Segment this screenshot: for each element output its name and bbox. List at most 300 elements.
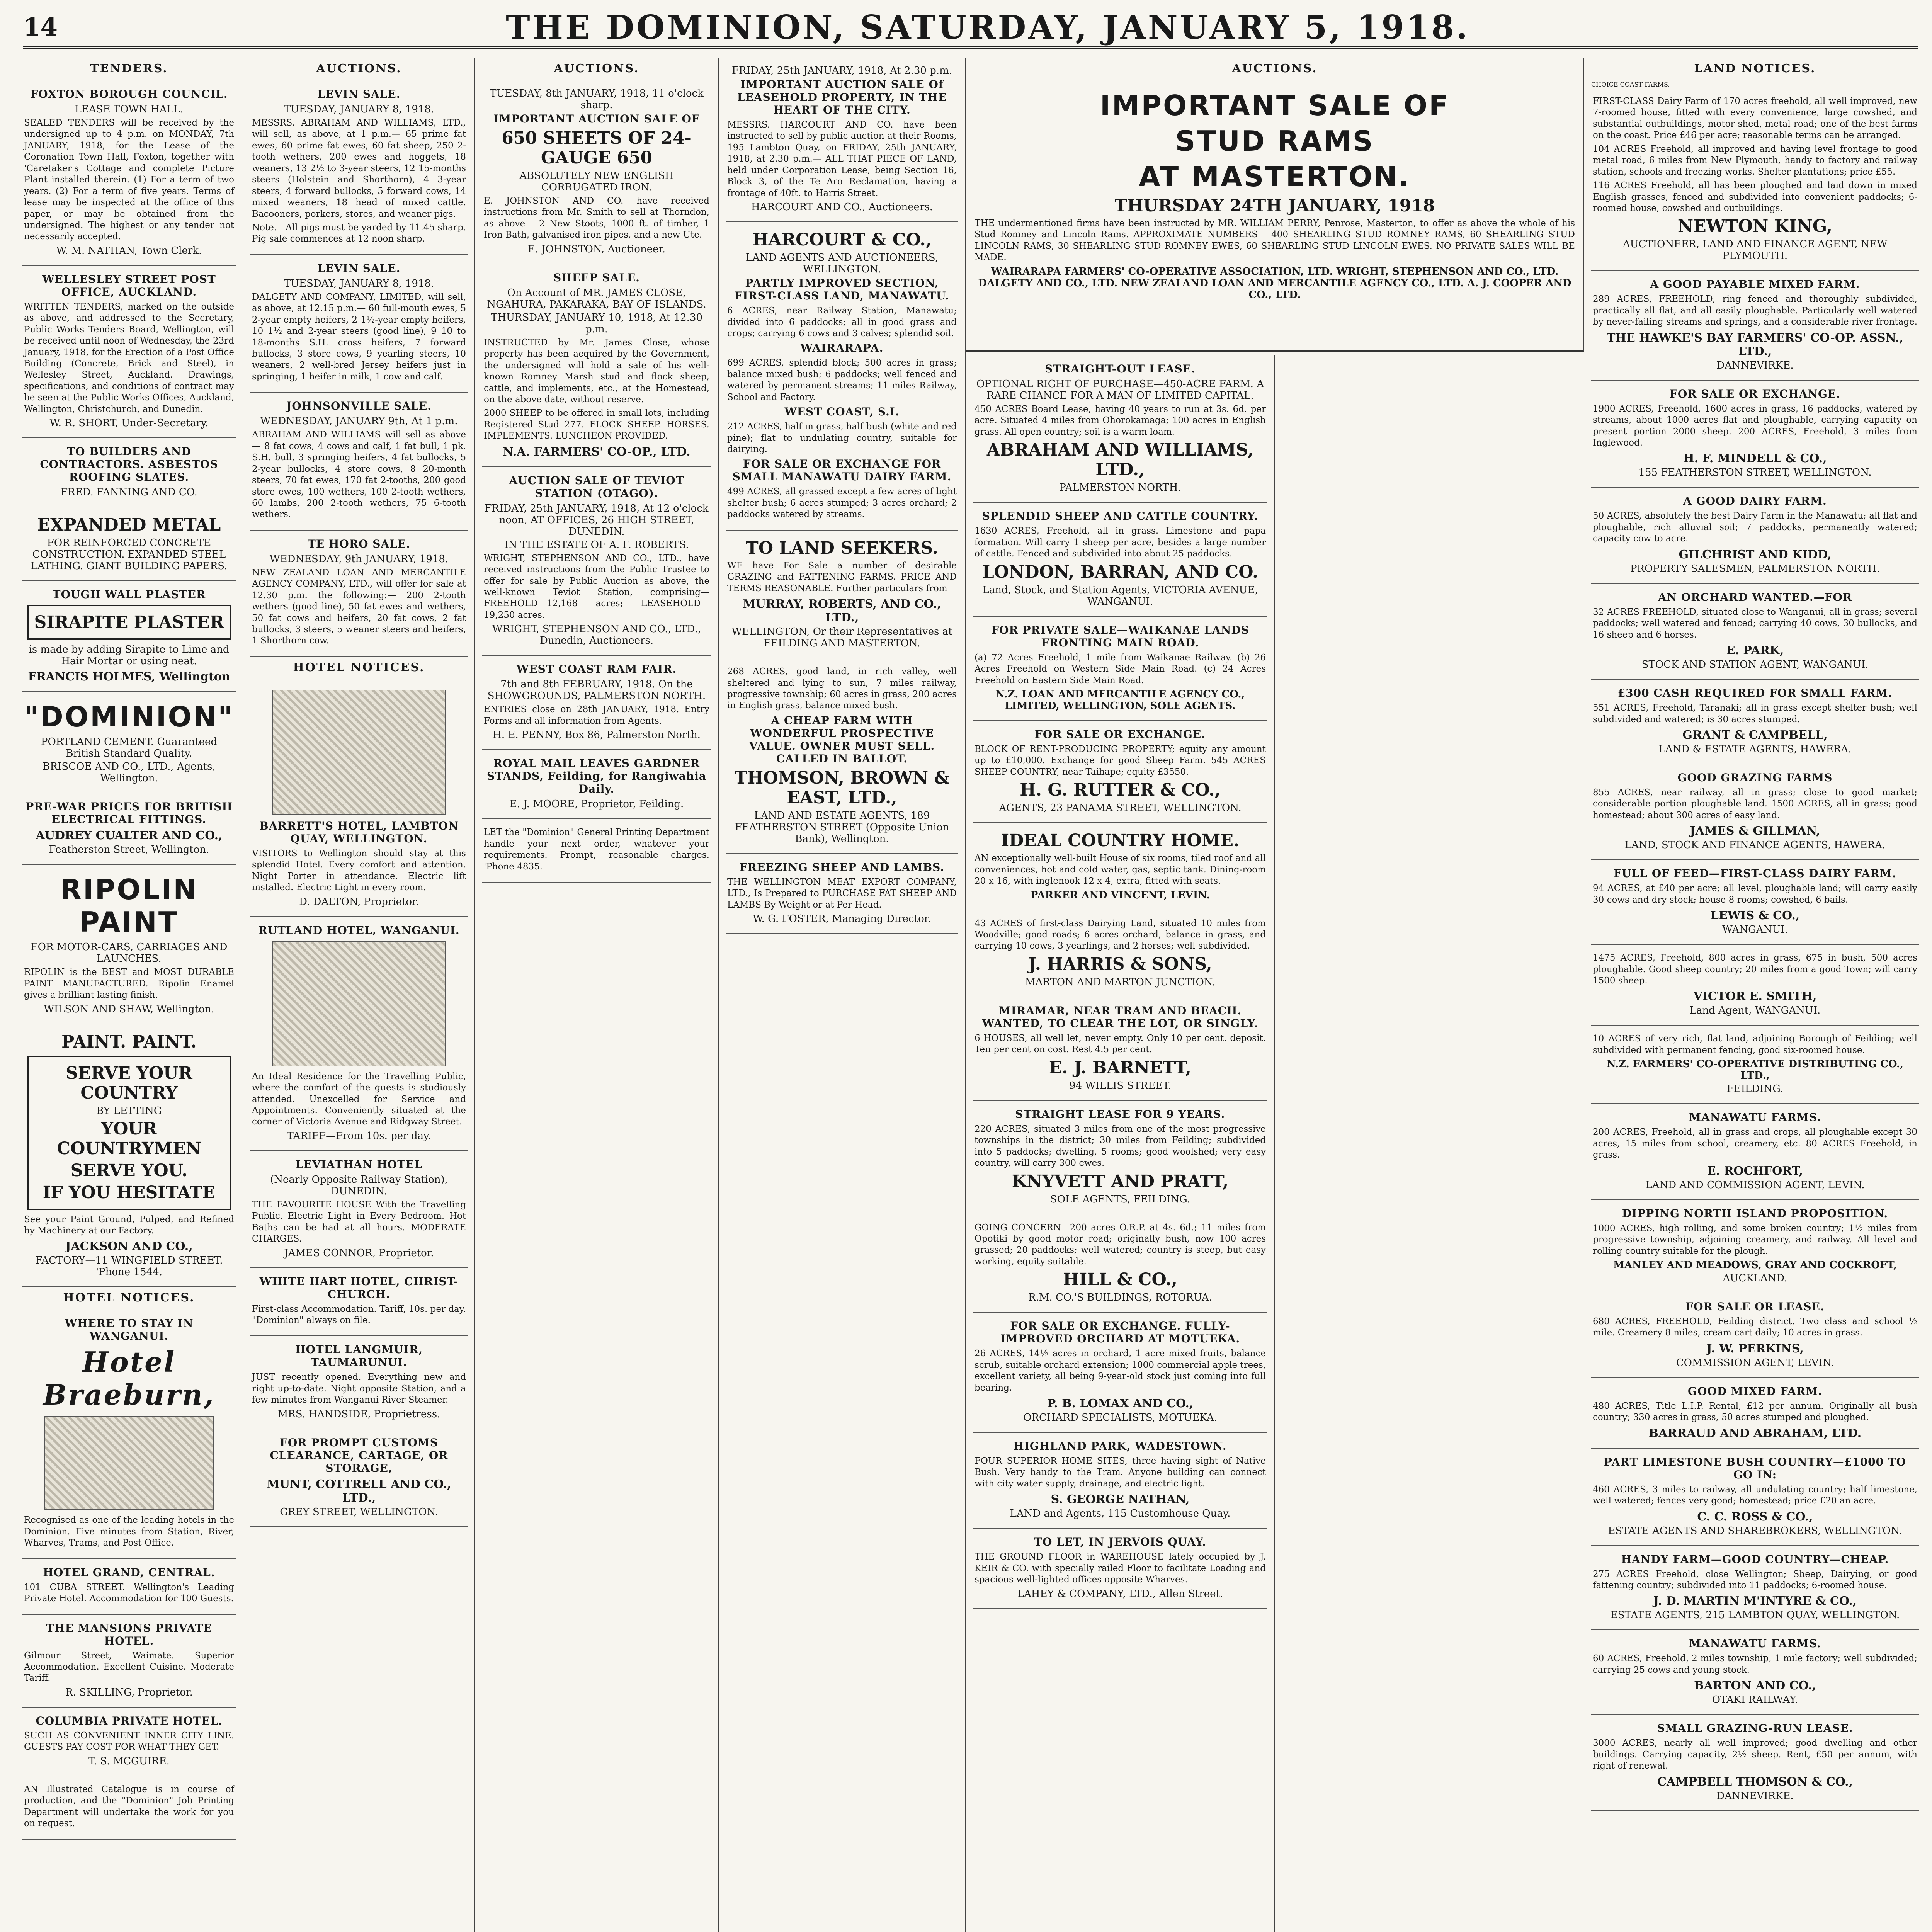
- ad-firm: VICTOR E. SMITH,: [1693, 990, 1817, 1003]
- ad-firm: BARTON AND CO.,: [1694, 1679, 1816, 1693]
- ad-headline: IDEAL COUNTRY HOME.: [1001, 831, 1240, 851]
- ad-title: MIRAMAR, NEAR TRAM AND BEACH. WANTED, TO CLEAR THE LOT, OR SINGLY.: [982, 1004, 1259, 1030]
- ad-address: FACTORY—11 WINGFIELD STREET. 'Phone 1544.: [35, 1255, 223, 1278]
- section-heading: AUCTIONS.: [1232, 62, 1318, 75]
- ad-body: 450 ACRES Board Lease, having 40 years to run at 3s. 6d. per acre. Situated 4 miles from Ohorokamaga; 100 acres in English grass. All open country; soil is a warm loam.: [975, 404, 1266, 437]
- ad-subtitle: PORTLAND CEMENT. Guaranteed British Standard Quality.: [41, 736, 217, 760]
- ad-subtitle: FOR MOTOR-CARS, CARRIAGES AND LAUNCHES.: [31, 941, 228, 965]
- ad-body: MESSRS. HARCOURT AND CO. have been instructed to sell by public auction at their Rooms, 195 Lambton Quay, on FRIDAY, 25th JANUARY, 1918, at 2.30 p.m.— ALL THAT PIECE OF LAND, held under Corporation Lease, being Section 16, Block 3, of the Te Aro Reclamation, having a frontage of 40ft. to Harris Street.: [727, 120, 957, 198]
- advertisement: [973, 1101, 1267, 1214]
- ad-note: Note.—All pigs must be yarded by 11.45 sharp. Pig sale commences at 12 noon sharp.: [252, 222, 466, 244]
- ad-title: A GOOD DAIRY FARM.: [1683, 495, 1827, 508]
- ad-body: BLOCK OF RENT-PRODUCING PROPERTY; equity any amount up to £10,000. Exchange for good Sheep Farm. 545 ACRES SHEEP COUNTRY, near Taihape; equity £3550.: [975, 744, 1266, 777]
- ad-title: A CHEAP FARM WITH WONDERFUL PROSPECTIVE VALUE. OWNER MUST SELL. CALLED IN BALLOT.: [749, 714, 935, 765]
- ad-signature: MRS. HANDSIDE, Proprietress.: [277, 1408, 440, 1420]
- advertisement: [22, 1559, 236, 1615]
- ad-signature: FRED. FANNING AND CO.: [61, 486, 197, 498]
- advertisement: [482, 264, 711, 467]
- ad-firm: KNYVETT AND PRATT,: [1012, 1171, 1229, 1191]
- section-subheading: CHOICE COAST FARMS.: [1591, 81, 1670, 88]
- section-heading: HOTEL NOTICES.: [63, 1291, 195, 1305]
- advertisement: [973, 910, 1267, 997]
- advertisement: [22, 865, 236, 1024]
- ad-title: TO LET, IN JERVOIS QUAY.: [1034, 1536, 1206, 1549]
- advertisement: [1591, 381, 1919, 488]
- advertisement: [726, 531, 958, 658]
- ad-body: ENTRIES close on 28th JANUARY, 1918. Entry Forms and all information from Agents.: [484, 704, 709, 726]
- advertisement: [973, 721, 1267, 823]
- ad-date: 7th and 8th FEBRUARY, 1918. On the SHOWGROUNDS, PALMERSTON NORTH.: [487, 679, 706, 702]
- ad-title: FULL OF FEED—FIRST-CLASS DAIRY FARM.: [1614, 867, 1896, 880]
- ad-title: SMALL GRAZING-RUN LEASE.: [1657, 1722, 1853, 1735]
- ad-body: 1900 ACRES, Freehold, 1600 acres in grass, 16 paddocks, watered by streams, about 1000 acres flat and ploughable, carrying capacity on present portion 2000 sheep. 200 ACRES, Freehold, 3 miles from Inglewood.: [1593, 403, 1917, 448]
- ad-date: TUESDAY, JANUARY 8, 1918.: [284, 104, 434, 115]
- advertisement: [250, 1151, 468, 1268]
- ad-line: IF YOU HESITATE: [43, 1182, 216, 1202]
- ad-firm: N.A. FARMERS' CO-OP., LTD.: [503, 445, 690, 459]
- ad-address: R.M. CO.'S BUILDINGS, ROTORUA.: [1028, 1292, 1213, 1304]
- ad-address: FEILDING.: [1726, 1083, 1784, 1095]
- ad-signature: HARCOURT AND CO., Auctioneers.: [751, 201, 933, 213]
- ad-subtitle: is made by adding Sirapite to Lime and Hair Mortar or using neat.: [29, 644, 230, 667]
- ad-body: 212 ACRES, half in grass, half bush (white and red pine); flat to undulating country, suitable for dairying.: [727, 422, 957, 454]
- ad-body: 10 ACRES of very rich, flat land, adjoining Borough of Feilding; well subdivided with permanent fencing, good six-roomed house.: [1593, 1034, 1917, 1055]
- ad-firm: MURRAY, ROBERTS, AND CO., LTD.,: [743, 597, 941, 625]
- ad-list: 2000 SHEEP to be offered in small lots, including Registered Stud 277. FLOCK SHEEP. HORSES. IMPLEMENTS. LUNCHEON PROVIDED.: [484, 408, 709, 441]
- advertisement: [1591, 1200, 1919, 1293]
- ad-body: 1000 ACRES, high rolling, and some broken country; 1½ miles from progressive township, adjoining creamery, and railway. All level and rolling country suitable for the plough.: [1593, 1223, 1917, 1256]
- ad-title: FOR SALE OR EXCHANGE. FULLY-IMPROVED ORCHARD AT MOTUEKA.: [1000, 1320, 1240, 1345]
- ad-firm: WILSON AND SHAW, Wellington.: [44, 1003, 214, 1015]
- advertisement: [726, 854, 958, 934]
- ad-address: STOCK AND STATION AGENT, WANGANUI.: [1641, 659, 1869, 671]
- ad-signature: W. G. FOSTER, Managing Director.: [753, 913, 931, 925]
- ad-firm: J. W. PERKINS,: [1706, 1342, 1804, 1355]
- ad-body: WRIGHT, STEPHENSON AND CO., LTD., have received instructions from the Public Trustee to offer for sale by Public Auction as above, the well-known Teviot Station, comprising— FREEHOLD—12,168 acres; LEASEHOLD—19,250 acres.: [484, 553, 709, 620]
- ad-subtitle: WELLINGTON, Or their Representatives at FEILDING AND MASTERTON.: [731, 626, 952, 650]
- ad-firm: WAIRARAPA FARMERS' CO-OPERATIVE ASSOCIATION, LTD. WRIGHT, STEPHENSON AND CO., LTD. DALGETY AND CO., LTD. NEW ZEALAND LOAN AND MERCANTILE AGENCY CO., LTD. A. J. COOPER AND CO., LTD.: [978, 265, 1571, 301]
- ad-title: £300 CASH REQUIRED FOR SMALL FARM.: [1617, 687, 1893, 700]
- ad-body: FOUR SUPERIOR HOME SITES, three having sight of Native Bush. Very handy to the Tram. Anyone building can connect with city water supply, drainage, and electric light.: [975, 1456, 1266, 1489]
- ad-signature: E. J. MOORE, Proprietor, Feilding.: [509, 798, 684, 810]
- section-heading: TENDERS.: [90, 62, 168, 75]
- ad-headline: RIPOLIN PAINT: [60, 873, 198, 939]
- column-1: [15, 58, 243, 1932]
- ad-firm: LEWIS & CO.,: [1710, 909, 1800, 923]
- advertisement: [250, 1336, 468, 1429]
- ad-body: An Ideal Residence for the Travelling Public, where the comfort of the guests is studiously attended. Unexcelled for Service and Appointments. Conveniently situated at the corner of Victoria Avenue and Ridgway Street.: [252, 1071, 466, 1127]
- ad-subtitle: (Nearly Opposite Railway Station), DUNEDIN.: [270, 1173, 448, 1197]
- ad-title: THE MANSIONS PRIVATE HOTEL.: [46, 1621, 212, 1647]
- advertisement: [1591, 488, 1919, 583]
- ad-body: Recognised as one of the leading hotels in the Dominion. Five minutes from Station, River, Wharves, Trams, and Post Office.: [24, 1515, 234, 1548]
- ad-body: 104 ACRES Freehold, all improved and having level frontage to good metal road, 6 miles from New Plymouth, handy to factory and railway station, schools and freezing works. Shelter plantations; price £55.: [1593, 144, 1917, 177]
- advertisement: [1591, 1715, 1919, 1811]
- ad-firm: NEWTON KING,: [1677, 216, 1833, 236]
- ad-title: A GOOD PAYABLE MIXED FARM.: [1650, 278, 1860, 291]
- ad-body: RIPOLIN is the BEST and MOST DURABLE PAINT MANUFACTURED. Ripolin Enamel gives a brilliant lasting finish.: [24, 967, 234, 1000]
- ad-body: THE FAVOURITE HOUSE With the Travelling Public. Electric Light in Every Bedroom. Hot Baths can be had at all hours. MODERATE CHARGES.: [252, 1199, 466, 1244]
- advertisement: [482, 81, 711, 264]
- ad-firm: LONDON, BARRAN, AND CO.: [982, 562, 1259, 582]
- ad-body: 50 ACRES, absolutely the best Dairy Farm in the Manawatu; all flat and ploughable, rich alluvial soil; 7 paddocks, permanently watered; capacity cow to acre.: [1593, 511, 1917, 544]
- ad-firm: WRIGHT, STEPHENSON AND CO., LTD., Dunedin, Auctioneers.: [492, 623, 701, 647]
- ad-body: GOING CONCERN—200 acres O.R.P. at 4s. 6d.; 11 miles from Opotiki by good motor road; originally bush, now 100 acres grassed; 20 paddocks; well watered; country is steep, but easy working, equity suitable.: [975, 1222, 1266, 1267]
- ad-line: SERVE YOU.: [70, 1160, 188, 1180]
- ad-body: 1475 ACRES, Freehold, 800 acres in grass, 675 in bush, 500 acres ploughable. Good sheep country; 20 miles from a good Town; will carry 1500 sheep.: [1593, 953, 1917, 986]
- advertisement: [1591, 680, 1919, 764]
- ad-address: OTAKI RAILWAY.: [1712, 1694, 1798, 1706]
- ad-address: LAND, STOCK AND FINANCE AGENTS, HAWERA.: [1624, 839, 1886, 851]
- ad-body: WRITTEN TENDERS, marked on the outside as above, and addressed to the Secretary, Public Works Tenders Board, Wellington, will be received until noon of Wednesday, the 23rd January, 1918, for the Erection of a Post Office Building (Concrete, Brick and Steel), in Wellesley Street, Auckland. Drawings, specifications, and conditions of contract may be seen at the Public Works Offices, Auckland, Wellington, Christchurch, and Dunedin.: [24, 301, 234, 414]
- ad-body: 6 ACRES, near Railway Station, Manawatu; divided into 6 paddocks; all in good grass and crops; carrying 6 cows and 3 calves; splendid soil.: [727, 306, 957, 338]
- ad-date: FRIDAY, 25th JANUARY, 1918, At 2.30 p.m.: [731, 65, 952, 77]
- ad-address: LAND AND ESTATE AGENTS, 189 FEATHERSTON STREET (Opposite Union Bank), Wellington.: [735, 810, 949, 845]
- ad-firm: S. GEORGE NATHAN,: [1051, 1493, 1190, 1507]
- ad-body: 43 ACRES of first-class Dairying Land, situated 10 miles from Woodville; good roads; 6 acres orchard, balance in grass, and carrying 10 cows, 3 yearlings, and 2 horses; well subdivided.: [975, 918, 1266, 951]
- ad-firm: J. HARRIS & SONS,: [1028, 954, 1212, 974]
- column-5: [966, 58, 1584, 352]
- ad-signature: H. E. PENNY, Box 86, Palmerston North.: [493, 729, 701, 741]
- ad-body: JUST recently opened. Everything new and right up-to-date. Night opposite Station, and a few minutes from Wanganui River Steamer.: [252, 1372, 466, 1405]
- ad-address: Land, Stock, and Station Agents, VICTORIA AVENUE, WANGANUI.: [982, 584, 1258, 607]
- advertisement: [1591, 1026, 1919, 1104]
- ad-title: LEVIN SALE.: [317, 262, 401, 275]
- advertisement: [1591, 1630, 1919, 1715]
- ad-date: THURSDAY, JANUARY 10, 1918, At 12.30 p.m.: [490, 311, 703, 335]
- ad-body: (a) 72 Acres Freehold, 1 mile from Waikanae Railway. (b) 26 Acres Freehold on Western Side Main Road. (c) 24 Acres Freehold on Eastern Side Main Road.: [975, 652, 1266, 685]
- ad-headline: 650 SHEETS OF 24-GAUGE 650: [502, 128, 692, 168]
- ad-firm: ABRAHAM AND WILLIAMS, LTD.,: [986, 440, 1254, 480]
- advertisement: [973, 1529, 1267, 1609]
- ad-body: 499 ACRES, all grassed except a few acres of light shelter bush; 6 acres stumped; 3 acres orchard; 2 paddocks watered by streams.: [727, 486, 957, 520]
- ad-body: THE undermentioned firms have been instructed by MR. WILLIAM PERRY, Penrose, Masterton, to offer as above the whole of his Stud Romney and Lincoln Rams. APPROXIMATE NUMBERS— 400 SHEARLING STUD ROMNEY RAMS, 60 SHEARLING STUD LINCOLN RAMS, 30 SHEARLING STUD ROMNEY EWES, 60 SHEARLING STUD LINCOLN EWES. NO PRIVATE SALES WILL BE MADE.: [975, 218, 1575, 263]
- ad-body: 551 ACRES, Freehold, Taranaki; all in grass except shelter bush; well subdivided and watered; is 30 acres stumped.: [1593, 703, 1917, 724]
- ad-address: MARTON AND MARTON JUNCTION.: [1025, 976, 1216, 988]
- advertisement: [1591, 1546, 1919, 1631]
- ad-address: DANNEVIRKE.: [1716, 359, 1794, 371]
- advertisement: [1591, 271, 1919, 380]
- ad-body: First-class Accommodation. Tariff, 10s. per day. "Dominion" always on file.: [252, 1304, 466, 1325]
- advertisement: [22, 793, 236, 865]
- ad-body: 26 ACRES, 14½ acres in orchard, 1 acre mixed fruits, balance scrub, suitable orchard extension; 1000 commercial apple trees, excellent variety, all being 9-year-old stock just coming into full bearing.: [975, 1349, 1266, 1393]
- section-heading: HOTEL NOTICES.: [293, 660, 425, 674]
- ad-subtitle: OPTIONAL RIGHT OF PURCHASE—450-ACRE FARM. A RARE CHANCE FOR A MAN OF LIMITED CAPITAL.: [976, 378, 1264, 401]
- ad-signature: D. DALTON, Proprietor.: [299, 896, 419, 908]
- ad-address: ORCHARD SPECIALISTS, MOTUEKA.: [1023, 1412, 1217, 1423]
- ad-address: Featherston Street, Wellington.: [49, 844, 209, 856]
- ad-title: DIPPING NORTH ISLAND PROPOSITION.: [1622, 1207, 1888, 1220]
- ad-title: LEVIATHAN HOTEL: [295, 1158, 423, 1171]
- ad-firm: GILCHRIST AND KIDD,: [1679, 548, 1832, 561]
- ad-date: THURSDAY 24TH JANUARY, 1918: [1114, 196, 1435, 216]
- ad-address: LAND & ESTATE AGENTS, HAWERA.: [1658, 743, 1852, 755]
- ad-title: HOTEL LANGMUIR, TAUMARUNUI.: [295, 1343, 423, 1369]
- ad-title: STRAIGHT-OUT LEASE.: [1045, 362, 1196, 375]
- advertisement: [1591, 945, 1919, 1026]
- ad-body: 480 ACRES, Title L.I.P. Rental, £12 per annum. Originally all bush country; 330 acres in grass, 50 acres stumped and ploughed.: [1593, 1401, 1917, 1423]
- advertisement: [22, 438, 236, 507]
- ad-headline: "DOMINION": [24, 701, 234, 733]
- ad-body: 60 ACRES, Freehold, 2 miles township, 1 mile factory; well subdivided; carrying 25 cows and young stock.: [1593, 1653, 1917, 1675]
- ad-firm: N.Z. FARMERS' CO-OPERATIVE DISTRIBUTING CO., LTD.,: [1606, 1058, 1904, 1082]
- advertisement: [250, 393, 468, 531]
- ad-title: WHERE TO STAY IN WANGANUI.: [65, 1317, 194, 1343]
- column-3: [475, 58, 719, 1932]
- ad-firm: MUNT, COTTRELL AND CO., LTD.,: [267, 1477, 451, 1505]
- ad-body: FIRST-CLASS Dairy Farm of 170 acres freehold, all well improved, new 7-roomed house, fitted with every convenience, large cowshed, and substantial outbuildings, motor shed, metal road; one of the best farms on the coast. Price £46 per acre; reasonable terms can be arranged.: [1593, 96, 1917, 141]
- advertisement: [973, 997, 1267, 1101]
- ad-address: PROPERTY SALESMEN, PALMERSTON NORTH.: [1630, 563, 1880, 575]
- ad-title: RUTLAND HOTEL, WANGANUI.: [258, 923, 460, 937]
- ad-headline: STUD RAMS: [1175, 125, 1374, 157]
- ad-title: BARRETT'S HOTEL, LAMBTON QUAY, WELLINGTON.: [259, 819, 459, 845]
- ad-title: FOR PRIVATE SALE—WAIKANAE LANDS FRONTING MAIN ROAD.: [991, 623, 1249, 649]
- advertisement: [1591, 1449, 1919, 1546]
- ad-firm: E. ROCHFORT,: [1707, 1164, 1803, 1178]
- ad-title: FREEZING SHEEP AND LAMBS.: [739, 861, 945, 874]
- ad-firm: JACKSON AND CO.,: [65, 1240, 193, 1253]
- advertisement: [250, 917, 468, 1151]
- ad-address: DANNEVIRKE.: [1716, 1790, 1794, 1802]
- ad-body: 268 ACRES, good land, in rich valley, well sheltered and lying to sun, 7 miles railway, progressive township; 60 acres in grass, 200 acres in English grass, balance mixed bush.: [727, 667, 957, 711]
- ad-title: WAIRARAPA.: [800, 342, 884, 355]
- ad-title: GOOD MIXED FARM.: [1688, 1384, 1822, 1398]
- ad-firm: GRANT & CAMPBELL,: [1682, 728, 1828, 742]
- advertisement: [1591, 88, 1919, 271]
- ad-firm: HILL & CO.,: [1063, 1270, 1177, 1290]
- ad-title: LEVIN SALE.: [317, 88, 401, 100]
- advertisement: [1591, 764, 1919, 860]
- ad-body: LET the "Dominion" General Printing Department handle your next order, whatever your requirements. Prompt, reasonable charges. 'Phone 4835.: [484, 827, 709, 872]
- ad-body: See your Paint Ground, Pulped, and Refined by Machinery at our Factory.: [24, 1214, 234, 1236]
- advertisement: [726, 222, 958, 531]
- ad-body: THE WELLINGTON MEAT EXPORT COMPANY, LTD., Is Prepared to PURCHASE FAT SHEEP AND LAMBS By Weight or at Per Head.: [727, 877, 957, 910]
- ad-firm: H. F. MINDELL & CO.,: [1683, 452, 1827, 466]
- ad-body: 220 ACRES, situated 3 miles from one of the most progressive townships in the district; 30 miles from Feilding; subdivided into 5 paddocks; dwelling, 5 rooms; good woolshed; very easy country, will carry 300 ewes.: [975, 1124, 1266, 1168]
- advertisement: [482, 467, 711, 656]
- ad-title: SHEEP SALE.: [553, 271, 640, 284]
- advertisement: [250, 1429, 468, 1527]
- ad-address: ESTATE AGENTS AND SHAREBROKERS, WELLINGTON.: [1608, 1525, 1902, 1537]
- advertisement: [250, 255, 468, 393]
- column-8: [1584, 58, 1926, 1932]
- ad-title: MANAWATU FARMS.: [1689, 1111, 1821, 1124]
- masthead: [23, 8, 1918, 49]
- ad-firm: FRANCIS HOLMES, Wellington: [28, 670, 230, 684]
- advertisement: [22, 81, 236, 266]
- ad-address: AUCKLAND.: [1723, 1272, 1787, 1284]
- advertisement: [973, 81, 1577, 309]
- hotel-illustration: [272, 941, 445, 1066]
- ad-line: SERVE YOUR COUNTRY: [66, 1063, 192, 1103]
- ad-title: PARTLY IMPROVED SECTION, FIRST-CLASS LAND, MANAWATU.: [735, 277, 949, 303]
- ad-subtitle: On Account of MR. JAMES CLOSE, NGAHURA, PAKARAKA, BAY OF ISLANDS.: [487, 287, 706, 310]
- advertisement: [250, 81, 468, 255]
- advertisement: [22, 1310, 236, 1559]
- advertisement: [22, 1024, 236, 1287]
- ad-body: Gilmour Street, Waimate. Superior Accommodation. Excellent Cuisine. Moderate Tariff.: [24, 1650, 234, 1684]
- ad-body: 1630 ACRES, Freehold, all in grass. Limestone and papa formation. Will carry 1 sheep per acre, besides a large number of cattle. Fenced and subdivided into about 25 paddocks.: [975, 526, 1266, 559]
- ad-title: FOR PROMPT CUSTOMS CLEARANCE, CARTAGE, OR STORAGE,: [270, 1436, 448, 1475]
- ad-title: IMPORTANT AUCTION SALE Of LEASEHOLD PROPERTY, IN THE HEART OF THE CITY.: [737, 78, 947, 116]
- ad-body: 101 CUBA STREET. Wellington's Leading Private Hotel. Accommodation for 100 Guests.: [24, 1582, 234, 1604]
- column-4: [719, 58, 966, 1932]
- advertisement: [973, 823, 1267, 910]
- ad-title: PART LIMESTONE BUSH COUNTRY—£1000 TO GO IN:: [1604, 1455, 1906, 1481]
- ad-address: AUCTIONEER, LAND AND FINANCE AGENT, NEW PLYMOUTH.: [1622, 238, 1888, 262]
- ad-body: NEW ZEALAND LOAN AND MERCANTILE AGENCY COMPANY, LTD., will offer for sale at 12.30 p.m. the following:— 200 2-tooth wethers (good line), 50 fat ewes and wethers, 50 fat cows and heifers, 20 fat cows, 2 fat bullocks, 3 steers, 5 weaner steers and heifers, 1 Shorthorn cow.: [252, 567, 466, 646]
- ad-title: WELLESLEY STREET POST OFFICE, AUCKLAND.: [42, 272, 216, 298]
- ad-firm: THOMSON, BROWN & EAST, LTD.,: [734, 768, 950, 808]
- ad-title: JOHNSONVILLE SALE.: [286, 400, 432, 413]
- ad-line: BY LETTING: [96, 1105, 162, 1117]
- ad-headline: SIRAPITE PLASTER: [34, 612, 224, 633]
- ad-firm: E. J. BARNETT,: [1049, 1058, 1192, 1078]
- advertisement: [482, 819, 711, 883]
- ad-title: HOTEL GRAND, CENTRAL.: [43, 1566, 215, 1579]
- ad-firm: BRISCOE AND CO., LTD., Agents, Wellington.: [43, 761, 216, 784]
- ad-address: PALMERSTON NORTH.: [1059, 482, 1181, 494]
- ad-title: WHITE HART HOTEL, CHRIST-CHURCH.: [259, 1275, 459, 1301]
- ad-address: LAND and Agents, 115 Customhouse Quay.: [1010, 1508, 1231, 1520]
- ad-firm: E. PARK,: [1726, 644, 1784, 658]
- advertisement: [726, 58, 958, 222]
- column-2: [243, 58, 475, 1932]
- ad-firm: J. D. MARTIN M'INTYRE & CO.,: [1653, 1594, 1857, 1608]
- ad-subtitle: LAND AGENTS AND AUCTIONEERS, WELLINGTON.: [745, 252, 939, 276]
- hotel-illustration: [44, 1416, 214, 1510]
- advertisement: [22, 1708, 236, 1776]
- ad-body: VISITORS to Wellington should stay at this splendid Hotel. Every comfort and attention. Night Porter in attendance. Electric lift installed. Electric Light in every room.: [252, 848, 466, 893]
- page-title: THE DOMINION, SATURDAY, JANUARY 5, 1918.: [506, 8, 1470, 46]
- ad-title: FOR SALE OR EXCHANGE.: [1034, 728, 1206, 741]
- ad-title: HIGHLAND PARK, WADESTOWN.: [1014, 1440, 1227, 1452]
- ad-headline: PAINT. PAINT.: [61, 1032, 197, 1052]
- ad-headline: HARCOURT & CO.,: [752, 230, 932, 250]
- ad-date: FRIDAY, 25th JANUARY, 1918, At 12 o'clock noon, AT OFFICES, 26 HIGH STREET, DUNEDIN.: [485, 502, 709, 537]
- hotel-illustration: [272, 690, 445, 815]
- ad-address: SOLE AGENTS, FEILDING.: [1050, 1193, 1190, 1205]
- ad-body: THE GROUND FLOOR in WAREHOUSE lately occupied by J. KEIR & CO. with specially railed Floor to facilitate Loading and spacious well-lighted offices opposite Wharves.: [975, 1552, 1266, 1585]
- ad-signature: JAMES CONNOR, Proprietor.: [284, 1247, 434, 1259]
- ad-address: Land Agent, WANGANUI.: [1689, 1005, 1821, 1017]
- ad-firm: THE HAWKE'S BAY FARMERS' CO-OP. ASSN., LTD.,: [1607, 331, 1903, 358]
- ad-subtitle: IN THE ESTATE OF A. F. ROBERTS.: [504, 539, 689, 551]
- ad-headline: TO LAND SEEKERS.: [746, 538, 938, 558]
- ad-address: 94 WILLIS STREET.: [1069, 1080, 1171, 1092]
- ad-body: AN exceptionally well-built House of six rooms, tiled roof and all conveniences, hot and cold water, gas, septic tank. Dining-room 20 x 16, with inglenook 12 x 4, extra, fitted with seats.: [975, 853, 1266, 886]
- ad-address: LAND AND COMMISSION AGENT, LEVIN.: [1645, 1179, 1865, 1191]
- ad-address: COMMISSION AGENT, LEVIN.: [1676, 1357, 1834, 1369]
- ad-tariff: TARIFF—From 10s. per day.: [287, 1130, 431, 1142]
- ad-title: AN ORCHARD WANTED.—FOR: [1658, 590, 1852, 604]
- ad-body: DALGETY AND COMPANY, LIMITED, will sell, as above, at 12.15 p.m.— 60 full-mouth ewes, 5 2-year empty heifers, 2 1½-year empty heifers, 10 1½ and 2-year steers (good line), 9 10 to 18-months S.H. cross heifers, 7 forward bullocks, 3 store cows, 9 yearling steers, 10 weaners, 2 well-bred Jersey heifers just in springing, 1 heifer in milk, 1 cow and calf.: [252, 292, 466, 382]
- column-6: [966, 355, 1275, 1932]
- ad-body: 289 ACRES, FREEHOLD, ring fenced and thoroughly subdivided, practically all flat, and all easily ploughable. Particularly well watered by never-failing streams and springs, and a considerable river frontage.: [1593, 294, 1918, 327]
- ad-title: COLUMBIA PRIVATE HOTEL.: [36, 1714, 223, 1727]
- ad-firm: BARRAUD AND ABRAHAM, LTD.: [1648, 1426, 1862, 1440]
- ad-body: 3000 ACRES, nearly all well improved; good dwelling and other buildings. Carrying capacity, 2½ sheep. Rent, £50 per annum, with right of renewal.: [1593, 1738, 1917, 1771]
- advertisement: [22, 507, 236, 581]
- ad-firm: N.Z. LOAN AND MERCANTILE AGENCY CO., LIMITED, WELLINGTON, SOLE AGENTS.: [995, 688, 1245, 712]
- ad-headline: Hotel Braeburn,: [43, 1345, 215, 1412]
- ad-body: AN Illustrated Catalogue is in course of production, and the "Dominion" Job Printing Department will undertake the work for you on request.: [24, 1784, 234, 1829]
- ad-title: WEST COAST, S.I.: [784, 405, 900, 418]
- advertisement: [250, 531, 468, 657]
- ad-firm: LAHEY & COMPANY, LTD., Allen Street.: [1017, 1588, 1223, 1600]
- advertisement: [250, 680, 468, 917]
- ad-title: SPLENDID SHEEP AND CATTLE COUNTRY.: [982, 510, 1259, 523]
- advertisement: [973, 355, 1267, 503]
- advertisement: [973, 617, 1267, 721]
- ad-body: 32 ACRES FREEHOLD, situated close to Wanganui, all in grass; several paddocks; well watered and fenced; carrying 40 cows, 30 bullocks, and 16 sheep and 6 horses.: [1593, 607, 1917, 640]
- advertisement: [22, 1776, 236, 1840]
- ad-date: TUESDAY, 8th JANUARY, 1918, 11 o'clock sharp.: [490, 88, 704, 111]
- advertisement: [22, 581, 236, 692]
- ad-headline: EXPANDED METAL: [37, 515, 221, 535]
- advertisement: [22, 266, 236, 438]
- advertisement: [1591, 584, 1919, 680]
- advertisement: [726, 658, 958, 854]
- ad-body: MESSRS. ABRAHAM AND WILLIAMS, LTD., will sell, as above, at 1 p.m.— 65 prime fat ewes, 60 prime fat ewes, 60 fat sheep, 250 2-tooth wethers, 200 ewes and hoggets, 18 weaners, 13 2½ to 3-year steers, 12 15-months steers (Holstein and Shorthorn), 4 3-year steers, 4 forward bullocks, 5 forward cows, 14 mixed weaners, 18 head of mixed cattle. Bacooners, porkers, stores, and weaner pigs.: [252, 118, 466, 219]
- ad-firm: PARKER AND VINCENT, LEVIN.: [1030, 889, 1210, 901]
- ad-title: IMPORTANT AUCTION SALE OF: [493, 112, 700, 125]
- ad-subtitle: FOR REINFORCED CONCRETE CONSTRUCTION. EXPANDED STEEL LATHING. GIANT BUILDING PAPERS.: [31, 537, 228, 572]
- ad-signature: R. SKILLING, Proprietor.: [65, 1686, 193, 1698]
- ad-firm: C. C. ROSS & CO.,: [1697, 1510, 1813, 1524]
- advertisement: [1591, 1104, 1919, 1200]
- ad-body: E. JOHNSTON AND CO. have received instructions from Mr. Smith to sell at Thorndon, as above— 2 New Stoots, 1000 ft. of timber, 1 Iron Bath, galvanised iron pipes, and a new Ute.: [484, 196, 709, 240]
- ad-body: INSTRUCTED by Mr. James Close, whose property has been acquired by the Government, the undersigned will hold a sale of his well-known Romney Marsh stud and flock sheep, cattle, and implements, etc., at the Homestead, on the above date, without reserve.: [484, 337, 709, 405]
- ad-firm: JAMES & GILLMAN,: [1690, 824, 1820, 838]
- advertisement: [1591, 1378, 1919, 1449]
- ad-title: FOR SALE OR EXCHANGE FOR SMALL MANAWATU DAIRY FARM.: [732, 457, 952, 483]
- ad-body: ABRAHAM AND WILLIAMS will sell as above— 8 fat cows, 4 cows and calf, 1 fat bull, 1 pk. S.H. bull, 3 springing heifers, 4 fat bullocks, 5 2-year bullocks, 4 store cows, 8 20-month steers, 70 fat ewes, 170 fat 2-tooths, 200 good store ewes, 100 wethers, 100 2-tooth wethers, 60 lambs, 200 2-tooth wethers, 75 6-tooth wethers.: [252, 430, 466, 520]
- ad-headline: AT MASTERTON.: [1139, 160, 1411, 193]
- advertisement: [250, 1268, 468, 1337]
- advertisement: [1591, 860, 1919, 945]
- section-heading: AUCTIONS.: [316, 62, 402, 75]
- ad-firm: AUDREY CUALTER AND CO.,: [36, 829, 223, 843]
- ad-address: ESTATE AGENTS, 215 LAMBTON QUAY, WELLINGTON.: [1610, 1609, 1900, 1621]
- ad-title: WEST COAST RAM FAIR.: [516, 663, 677, 676]
- ad-title: MANAWATU FARMS.: [1689, 1637, 1821, 1650]
- ad-address: WANGANUI.: [1722, 924, 1788, 936]
- ad-body: SEALED TENDERS will be received by the undersigned up to 4 p.m. on MONDAY, 7th JANUARY, 1918, for the Lease of the Coronation Town Hall, Foxton, together with 'Caretaker's Cottage and complete Picture Plant installed therein. (1) For a term of two years. (2) For a term of five years. Terms of lease may be inspected at the office of this paper, or may be obtained from the undersigned. The highest or any tender not necessarily accepted.: [24, 118, 234, 242]
- ad-body: 200 ACRES, Freehold, all in grass and crops, all ploughable except 30 acres, 15 miles from school, creamery, etc. 80 ACRES Freehold, in grass.: [1593, 1127, 1917, 1160]
- ad-body: 6 HOUSES, all well let, never empty. Only 10 per cent. deposit. Ten per cent on cost. Rest 4.5 per cent.: [975, 1033, 1266, 1055]
- advertisement: [973, 1214, 1267, 1313]
- ad-title: FOR SALE OR LEASE.: [1685, 1300, 1825, 1313]
- advertisement: [22, 1615, 236, 1708]
- ad-title: PRE-WAR PRICES FOR BRITISH ELECTRICAL FITTINGS.: [26, 800, 233, 826]
- page-number: 14: [23, 12, 58, 42]
- ad-title: FOXTON BOROUGH COUNCIL.: [30, 88, 228, 100]
- ad-headline: IMPORTANT SALE OF: [1100, 89, 1450, 122]
- ad-date: TUESDAY, JANUARY 8, 1918.: [284, 277, 434, 289]
- ad-body: 116 ACRES Freehold, all has been ploughed and laid down in mixed English grasses, fenced and subdivided into convenient paddocks; 6-roomed house, cowshed and outbuildings.: [1593, 180, 1917, 213]
- ad-signature: E. JOHNSTON, Auctioneer.: [527, 243, 666, 255]
- section-heading: AUCTIONS.: [554, 62, 639, 75]
- ad-body: 94 ACRES, at £40 per acre; all level, ploughable land; will carry easily 30 cows and dry stock; house 8 rooms; cowshed, 6 bails.: [1593, 883, 1917, 905]
- advertisement: [973, 1433, 1267, 1529]
- ad-body: 680 ACRES, FREEHOLD, Feilding district. Two class and school ½ mile. Creamery 8 miles, cream cart daily; 10 acres in grass.: [1593, 1316, 1917, 1338]
- ad-address: GREY STREET, WELLINGTON.: [280, 1506, 438, 1518]
- ad-date: WEDNESDAY, 9th JANUARY, 1918.: [269, 553, 449, 565]
- ad-firm: CAMPBELL THOMSON & CO.,: [1657, 1775, 1853, 1789]
- ad-body: 699 ACRES, splendid block; 500 acres in grass; balance mixed bush; 6 paddocks; well fenced and watered by permanent streams; 11 miles Railway, School and Factory.: [727, 358, 957, 402]
